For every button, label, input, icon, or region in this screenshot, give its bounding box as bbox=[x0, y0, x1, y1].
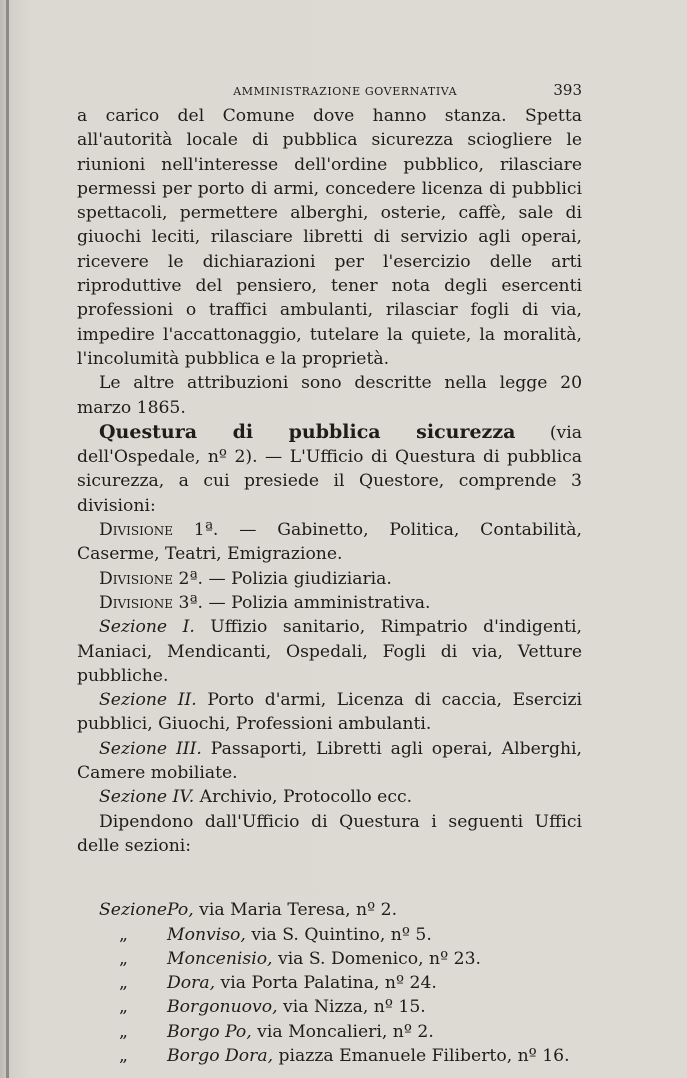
section-address: via Maria Teresa, nº 2. bbox=[193, 900, 398, 921]
section-address: piazza Emanuele Filiberto, nº 16. bbox=[273, 1045, 570, 1066]
paragraph-section-2 bbox=[77, 688, 582, 737]
ditto-mark: „ bbox=[119, 1045, 128, 1066]
section-2-label: Sezione II. bbox=[99, 690, 197, 711]
paragraph-division-3 bbox=[77, 591, 582, 615]
list-item bbox=[77, 971, 582, 995]
section-3-text: Passaporti, Libretti agli operai, Alberghi, Camere mobiliate. bbox=[77, 738, 582, 784]
section-2-text: Porto d'armi, Licenza di caccia, Esercizi pubblici, Giuochi, Professioni ambulanti. bbox=[77, 690, 582, 735]
ditto-mark: „ bbox=[119, 948, 128, 969]
paragraph-division-2 bbox=[77, 567, 582, 591]
section-address: via Moncalieri, nº 2. bbox=[251, 1021, 434, 1042]
division-3-text: — Polizia amministrativa. bbox=[203, 592, 431, 613]
division-1-text: — Gabinetto, Politica, Contabilità, Caserme, Teatri, Emigrazione. bbox=[77, 520, 583, 565]
section-4-text: Archivio, Protocollo ecc. bbox=[194, 787, 413, 808]
paragraph-section-1 bbox=[77, 615, 582, 688]
list-item bbox=[77, 898, 582, 922]
section-4-label: Sezione IV. bbox=[99, 787, 195, 808]
paragraph-division-1 bbox=[77, 518, 582, 567]
sections-list bbox=[77, 898, 582, 1068]
section-name: Borgonuovo, bbox=[167, 997, 278, 1018]
section-name: Moncenisio, bbox=[167, 948, 273, 969]
page-number: 393 bbox=[553, 81, 582, 99]
questura-heading: Questura di pubblica sicurezza bbox=[99, 420, 516, 443]
list-item bbox=[77, 1044, 582, 1068]
running-head bbox=[77, 78, 582, 100]
running-head-title: AMMINISTRAZIONE GOVERNATIVA bbox=[233, 85, 458, 98]
section-address: via S. Quintino, nº 5. bbox=[245, 924, 432, 945]
section-3-label: Sezione III. bbox=[99, 738, 202, 759]
section-address: via S. Domenico, nº 23. bbox=[272, 948, 481, 969]
page-spine-edge bbox=[6, 0, 9, 1078]
paragraph-authority-duties: a carico del Comune dove hanno stanza. Spetta all'autorità locale di pubblica sicurezza sciogliere le riunioni nell'interesse dell'ordine pubblico, rilasciare permessi per porto di armi, concedere licenza di pubblici spettacoli, permettere alberghi, osterie, caffè, sale di giuochi leciti, rilasciare libretti di servizio agli operai, ricevere le dichiarazioni per l'esercizio delle arti riproduttive del pensiero, tener nota degli esercenti professioni o traffici ambulanti, rilasciar fogli di via, impedire l'accattonaggio, tutelare la quiete, la moralità, l'incolumità pubblica e la proprietà. bbox=[77, 106, 582, 369]
ditto-mark: „ bbox=[119, 973, 128, 994]
list-item bbox=[77, 1020, 582, 1044]
division-2-text: — Polizia giudiziaria. bbox=[203, 568, 392, 589]
section-name: Dora, bbox=[167, 973, 216, 994]
section-address: via Porta Palatina, nº 24. bbox=[215, 973, 437, 994]
section-name: Borgo Po, bbox=[167, 1021, 252, 1042]
section-name: Monviso, bbox=[167, 924, 246, 945]
division-3-label: Divisione 3ª. bbox=[99, 592, 204, 613]
paragraph-questura bbox=[77, 420, 582, 518]
paragraph-section-4 bbox=[77, 785, 582, 809]
paragraph-other-attributions: Le altre attribuzioni sono descritte nella legge 20 marzo 1865. bbox=[77, 373, 582, 418]
list-item bbox=[77, 923, 582, 947]
ditto-mark: „ bbox=[119, 997, 128, 1018]
division-2-label: Divisione 2ª. bbox=[99, 568, 204, 589]
section-name: Po, bbox=[167, 900, 194, 921]
paragraph-section-3 bbox=[77, 737, 582, 786]
paragraph-dependent-offices: Dipendono dall'Ufficio di Questura i seguenti Uffici delle sezioni: bbox=[77, 811, 582, 856]
questura-text: (via dell'Ospedale, nº 2). — L'Ufficio di Questura di pubblica sicurezza, a cui presiede il Questore, comprende 3 divisioni: bbox=[77, 422, 582, 516]
ditto-mark: „ bbox=[119, 1021, 128, 1042]
section-1-label: Sezione I. bbox=[99, 617, 195, 638]
section-address: via Nizza, nº 15. bbox=[277, 997, 426, 1018]
spacer bbox=[77, 858, 582, 898]
section-name: Borgo Dora, bbox=[167, 1045, 274, 1066]
list-item bbox=[77, 947, 582, 971]
ditto-mark: „ bbox=[119, 924, 128, 945]
list-item bbox=[77, 995, 582, 1019]
page-content bbox=[77, 78, 582, 1068]
section-1-text: Uffizio sanitario, Rimpatrio d'indigenti, Maniaci, Mendicanti, Ospedali, Fogli di via, Vetture pubbliche. bbox=[77, 617, 582, 686]
division-1-label: Divisione 1ª. bbox=[99, 520, 219, 541]
section-lead: Sezione bbox=[99, 900, 168, 921]
